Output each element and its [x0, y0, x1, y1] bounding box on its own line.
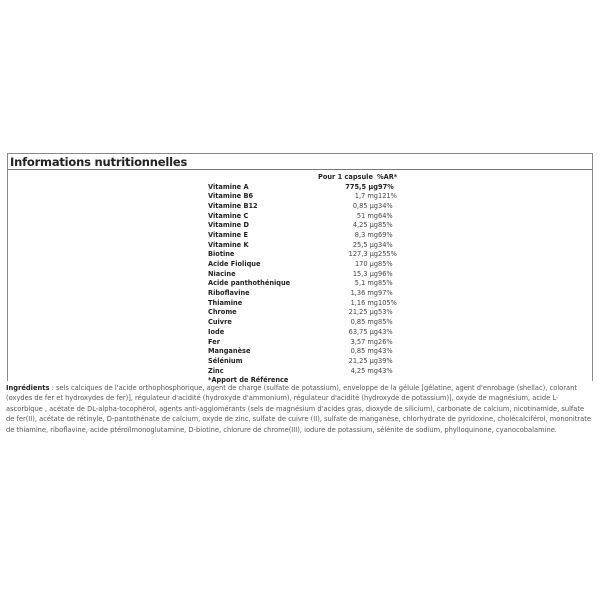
table-row — [208, 347, 398, 357]
table-row — [208, 357, 398, 367]
table-row — [208, 183, 398, 193]
nutrient-amount: 0,85 mg — [350, 318, 378, 327]
table-row — [208, 231, 398, 241]
nutrient-name: Riboflavine — [208, 289, 250, 298]
nutrient-ar: 64% — [378, 211, 393, 220]
nutrient-ar: 85% — [378, 221, 393, 230]
nutrient-amount: 63,75 µg — [348, 327, 378, 336]
nutrition-table — [208, 173, 398, 386]
nutrient-name: Vitamine C — [208, 211, 249, 220]
nutrient-amount: 4,25 µg — [352, 221, 378, 230]
nutrient-name: Vitamine K — [208, 240, 249, 249]
nutrient-amount: 5,1 mg — [354, 279, 378, 288]
nutrient-amount: 170 µg — [354, 260, 378, 268]
nutrient-ar: 85% — [378, 318, 393, 327]
nutrient-ar: 34% — [378, 201, 393, 210]
nutrient-amount: 8,3 mg — [354, 230, 378, 239]
nutrient-name: Chrome — [208, 308, 237, 317]
nutrient-amount: 25,5 µg — [352, 240, 378, 249]
header-amount: Pour 1 capsule — [318, 173, 373, 181]
nutrient-amount: 3,57 mg — [350, 337, 378, 346]
ingredients-paragraph — [6, 383, 594, 435]
nutrient-amount: 51 mg — [356, 211, 378, 220]
table-row — [208, 241, 398, 251]
nutrient-name: Iode — [208, 327, 225, 336]
nutrient-name: Biotine — [208, 250, 235, 259]
nutrient-name: Vitamine B6 — [208, 192, 254, 201]
nutrient-ar: 43% — [378, 366, 393, 375]
nutrient-name: Vitamine E — [208, 230, 248, 239]
nutrient-name: Manganèse — [208, 347, 251, 356]
nutrient-amount: 127,3 µg — [348, 250, 378, 259]
nutrient-amount: 0,85 µg — [352, 201, 378, 210]
nutrition-panel — [7, 153, 593, 385]
table-row — [208, 260, 398, 270]
nutrient-ar: 43% — [378, 327, 393, 336]
nutrient-amount: 0,85 mg — [350, 347, 378, 356]
nutrient-ar: 39% — [378, 356, 393, 365]
nutrient-ar: 69% — [378, 230, 393, 239]
nutrient-name: Acide Fiolique — [208, 260, 261, 268]
table-row — [208, 212, 398, 222]
nutrient-name: Zinc — [208, 366, 224, 375]
table-row — [208, 338, 398, 348]
table-header — [208, 173, 398, 183]
table-body — [208, 183, 398, 377]
nutrient-name: Cuivre — [208, 318, 232, 327]
nutrient-amount: 775,5 µg — [345, 182, 378, 191]
nutrient-name: Sélénium — [208, 356, 243, 365]
nutrient-ar: 255% — [378, 250, 397, 259]
nutrient-ar: 43% — [378, 347, 393, 356]
nutrient-name: Thiamine — [208, 298, 243, 307]
table-row — [208, 308, 398, 318]
table-row — [208, 279, 398, 289]
table-row — [208, 250, 398, 260]
nutrient-name: Vitamine B12 — [208, 201, 258, 210]
nutrient-amount: 15,3 µg — [352, 269, 378, 278]
title-divider — [8, 169, 592, 170]
table-row — [208, 270, 398, 280]
table-row — [208, 299, 398, 309]
nutrient-ar: 121% — [378, 192, 397, 201]
nutrient-ar: 97% — [378, 182, 394, 191]
nutrient-amount: 21,25 µg — [348, 308, 378, 317]
nutrient-name: Niacine — [208, 269, 236, 278]
nutrient-ar: 96% — [378, 269, 393, 278]
nutrient-name: Vitamine A — [208, 182, 249, 191]
table-row — [208, 318, 398, 328]
nutrient-ar: 34% — [378, 240, 393, 249]
ingredients-text: : sels calciques de l'acide orthophosphorique, agent de charge (sulfate de potassium), enveloppe de la gélule [gélatine, agent d'enrobage (shellac), colorant (oxydes de fer et hydroxydes de fer)], régulateur d'acidité (hydroxyde d'ammonium), régulateur d'acidité (hydroxyde de potassium)], oxyde de magnésium, acide L-ascorbique , acétate de DL-alpha-tocophérol, agents anti-agglomérants (sels de magnésium d'acides gras, dioxyde de silicium), carbonate de calcium, nicotinamide, sulfate de fer(II), acétate de rétinyle, D-pantothénate de calcium, oxyde de zinc, sulfate de cuivre (II), sulfate de manganèse, chlorhydrate de pyridoxine, cholécalciférol, mononitrate de thiamine, riboflavine, acide ptéroïlmonoglutamine, D-biotine, chlorure de chrome(III), iodure de potassium, sélénite de sodium, phylloquinone, cyanocobalamine. — [6, 384, 591, 434]
table-row — [208, 221, 398, 231]
nutrient-ar: 26% — [378, 337, 393, 346]
table-row — [208, 192, 398, 202]
nutrient-ar: 85% — [378, 260, 393, 268]
nutrient-ar: 105% — [378, 298, 397, 307]
table-row — [208, 367, 398, 377]
nutrient-amount: 1,36 mg — [350, 289, 378, 298]
header-ar: %AR* — [377, 173, 398, 181]
nutrient-amount: 1,7 mg — [354, 192, 378, 201]
nutrient-name: Acide panthothénique — [208, 279, 291, 288]
ingredients-label: Ingrédients — [6, 384, 50, 392]
table-row — [208, 328, 398, 338]
nutrient-name: Fer — [208, 337, 220, 346]
nutrient-ar: 97% — [378, 289, 393, 298]
nutrient-ar: 85% — [378, 279, 393, 288]
nutrient-amount: 1,16 mg — [350, 298, 378, 307]
table-footnote: *Apport de Référence — [208, 376, 289, 385]
nutrient-name: Vitamine D — [208, 221, 249, 230]
nutrient-amount: 21,25 µg — [348, 356, 378, 365]
nutrient-amount: 4,25 mg — [350, 366, 378, 375]
table-row — [208, 202, 398, 212]
table-row — [208, 289, 398, 299]
panel-title: Informations nutritionnelles — [10, 155, 188, 169]
nutrient-ar: 53% — [378, 308, 393, 317]
